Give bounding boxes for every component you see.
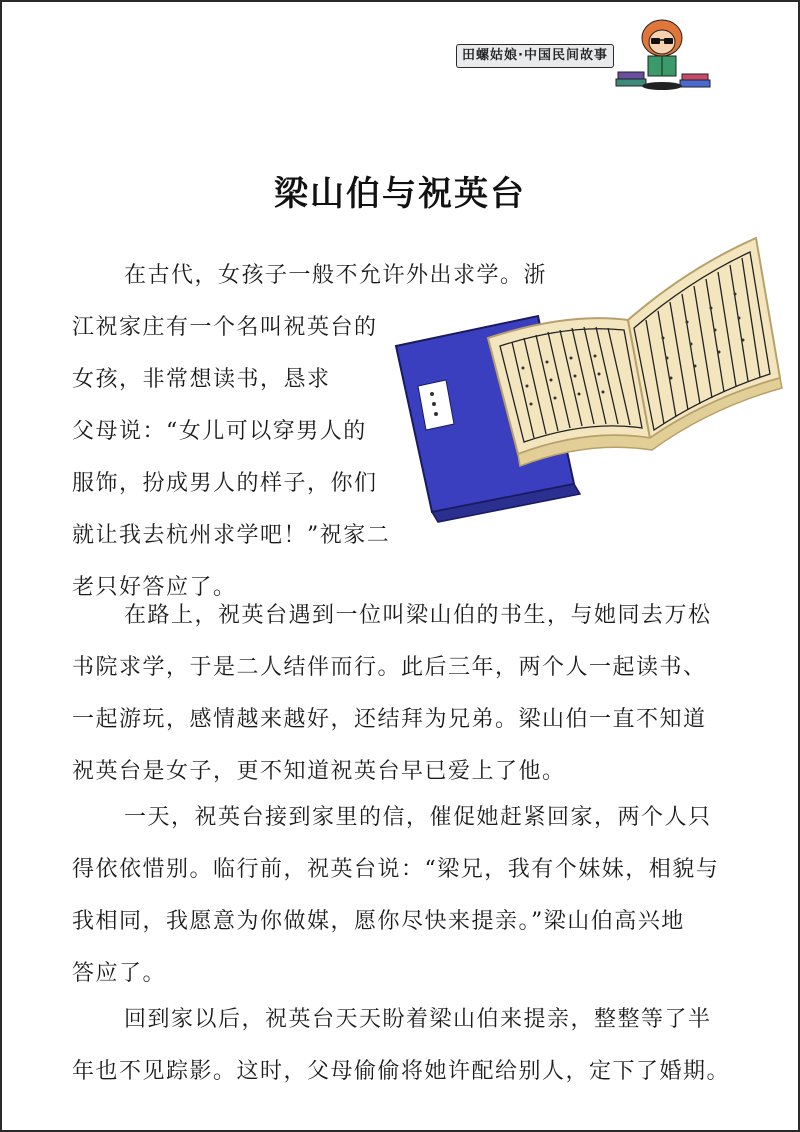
text-line: 在路上，祝英台遇到一位叫梁山伯的书生，与她同去万松 bbox=[124, 603, 712, 628]
text-line: 书院求学，于是二人结伴而行。此后三年，两个人一起读书、 bbox=[72, 655, 707, 680]
paragraph-3 bbox=[72, 792, 719, 1000]
paragraph-2 bbox=[72, 590, 712, 798]
story-title: 梁山伯与祝英台 bbox=[274, 174, 526, 214]
text-line: 就让我去杭州求学吧！”祝家二 bbox=[72, 523, 391, 548]
text-line: 老只好答应了。 bbox=[72, 575, 237, 600]
text-line: 一天，祝英台接到家里的信，催促她赶紧回家，两个人只 bbox=[124, 805, 712, 830]
series-label: 田螺姑娘·中国民间故事 bbox=[456, 44, 614, 68]
text-line: 年也不见踪影。这时，父母偷偷将她许配给别人，定下了婚期。 bbox=[72, 1059, 731, 1084]
text-line: 得依依惜别。临行前，祝英台说：“梁兄，我有个妹妹，相貌与 bbox=[72, 857, 720, 882]
paragraph-1 bbox=[72, 250, 547, 614]
text-line: 祝英台是女子，更不知道祝英台早已爱上了他。 bbox=[72, 759, 566, 784]
text-line: 答应了。 bbox=[72, 961, 167, 986]
text-line: 父母说：“女儿可以穿男人的 bbox=[72, 419, 367, 444]
text-line: 江祝家庄有一个名叫祝英台的 bbox=[72, 315, 378, 340]
text-line: 服饰，扮成男人的样子，你们 bbox=[72, 471, 378, 496]
text-line: 我相同，我愿意为你做媒，愿你尽快来提亲。”梁山伯高兴地 bbox=[72, 909, 685, 934]
text-line: 回到家以后，祝英台天天盼着梁山伯来提亲，整整等了半 bbox=[124, 1007, 712, 1032]
text-line: 在古代，女孩子一般不允许外出求学。浙 bbox=[124, 263, 548, 288]
text-line: 一起游玩，感情越来越好，还结拜为兄弟。梁山伯一直不知道 bbox=[72, 707, 707, 732]
text-line: 女孩，非常想读书，恳求 bbox=[72, 367, 331, 392]
reading-girl-illustration bbox=[612, 16, 712, 92]
paragraph-4 bbox=[72, 994, 730, 1098]
